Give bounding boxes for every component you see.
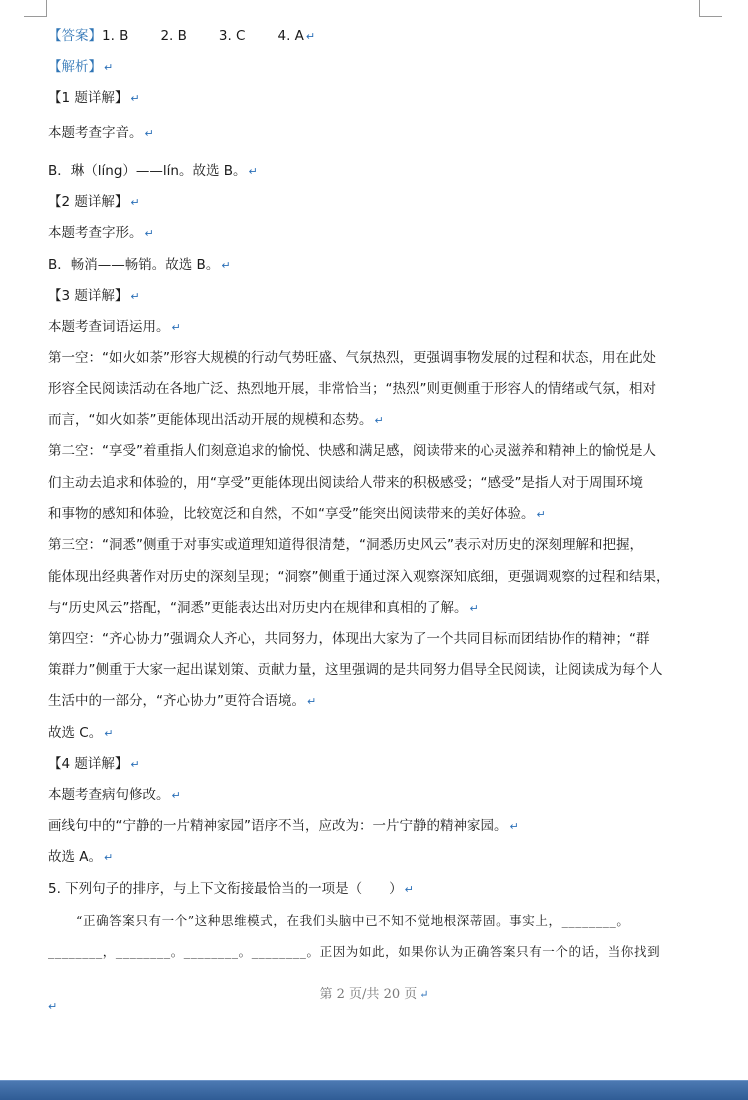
answer-item: 1. B (102, 28, 129, 44)
q1-text: 本题考查字音。 ↵ (48, 125, 154, 141)
q5-passage-line: ________，________。________。________。正因为如此，如果你认为正确答案只有一个的话，当你找到 (48, 944, 661, 959)
q3-paragraph-line: 与“历史风云”搭配，“洞悉”更能表达出对历史内在规律和真相的了解。 ↵ (48, 600, 479, 616)
q2-text: 本题考查字形。 ↵ (48, 225, 154, 241)
paragraph-mark-icon: ↵ (404, 883, 414, 896)
paragraph-mark-icon: ↵ (419, 988, 429, 1001)
page-footer: 第 2 页/共 20 页 ↵ (319, 987, 429, 1002)
paragraph-mark-icon: ↵ (248, 165, 258, 178)
q1-text: B．琳（líng）——lín。故选 B。 ↵ (48, 163, 258, 179)
paragraph-mark-icon: ↵ (104, 851, 114, 864)
paragraph-mark-icon: ↵ (509, 820, 519, 833)
q3-paragraph-line: 第一空：“如火如荼”形容大规模的行动气势旺盛、气氛热烈，更强调事物发展的过程和状态，用在此处 (48, 350, 656, 366)
answer-item: 4. A (277, 28, 304, 44)
q4-text: 画线句中的“宁静的一片精神家园”语序不当，应改为：一片宁静的精神家园。 ↵ (48, 818, 519, 834)
paragraph-mark-icon: ↵ (130, 758, 140, 771)
paragraph-mark-icon: ↵ (130, 290, 140, 303)
paragraph-mark-icon: ↵ (469, 602, 479, 615)
paragraph-mark-icon: ↵ (130, 196, 140, 209)
q3-paragraph-line: 第二空：“享受”着重指人们刻意追求的愉悦、快感和满足感，阅读带来的心灵滋养和精神上的愉悦是人 (48, 443, 656, 459)
taskbar (0, 1080, 748, 1100)
q3-paragraph-line: 第三空：“洞悉”侧重于对事实或道理知道得很清楚，“洞悉历史风云”表示对历史的深刻理解和把握， (48, 537, 643, 553)
paragraph-mark-icon: ↵ (305, 30, 316, 43)
q3-paragraph-line: 第四空：“齐心协力”强调众人齐心，共同努力，体现出大家为了一个共同目标而团结协作的精神；“群 (48, 631, 650, 647)
answer-item: 3. C (218, 28, 246, 44)
q3-paragraph-line: 策群力”侧重于大家一起出谋划策、贡献力量，这里强调的是共同努力倡导全民阅读，让阅读成为每个人 (48, 662, 663, 678)
paragraph-mark-icon: ↵ (221, 259, 231, 272)
q4-heading: 【4 题详解】 ↵ (48, 756, 140, 772)
q3-text: 本题考查词语运用。 ↵ (48, 319, 181, 335)
paragraph-mark-icon: ↵ (130, 92, 140, 105)
page-corner-mark-top-left (24, 0, 47, 17)
q5-question: 5. 下列句子的排序，与上下文衔接最恰当的一项是（ ） ↵ (48, 881, 414, 897)
q3-paragraph-line: 形容全民阅读活动在各地广泛、热烈地开展，非常恰当；“热烈”则更侧重于形容人的情绪或气氛，相对 (48, 381, 656, 397)
paragraph-mark-icon: ↵ (104, 727, 114, 740)
paragraph-mark-icon: ↵ (144, 127, 154, 140)
paragraph-mark-icon: ↵ (144, 227, 154, 240)
q5-passage-line: “正确答案只有一个”这种思维模式，在我们头脑中已不知不觉地根深蒂固。事实上，________。 (76, 913, 630, 928)
q3-paragraph-line: 而言，“如火如荼”更能体现出活动开展的规模和态势。 ↵ (48, 412, 384, 428)
paragraph-mark-icon: ↵ (171, 789, 181, 802)
paragraph-mark-icon: ↵ (171, 321, 181, 334)
page-corner-mark-top-right (699, 0, 722, 17)
q1-heading: 【1 题详解】 ↵ (48, 90, 140, 106)
answer-item: 2. B (160, 28, 187, 44)
q3-paragraph-line: 们主动去追求和体验的，用“享受”更能体现出阅读给人带来的积极感受；“感受”是指人对于周围环境 (48, 475, 643, 491)
paragraph-mark-icon: ↵ (307, 695, 317, 708)
q3-paragraph-line: 能体现出经典著作对历史的深刻呈现；“洞察”侧重于通过深入观察深知底细，更强调观察的过程和结果， (48, 569, 670, 585)
q3-heading: 【3 题详解】 ↵ (48, 288, 140, 304)
q2-text: B．畅消——畅销。故选 B。 ↵ (48, 257, 231, 273)
q3-paragraph-line: 生活中的一部分，“齐心协力”更符合语境。 ↵ (48, 693, 317, 709)
paragraph-mark-icon: ↵ (48, 1000, 58, 1013)
q2-heading: 【2 题详解】 ↵ (48, 194, 140, 210)
q4-conclusion: 故选 A。 ↵ (48, 849, 114, 865)
answer-label: 【答案】 (48, 28, 102, 44)
analysis-label: 【解析】 ↵ (48, 59, 114, 75)
q4-text: 本题考查病句修改。 ↵ (48, 787, 181, 803)
paragraph-mark-icon: ↵ (104, 61, 114, 74)
paragraph-mark-icon: ↵ (536, 508, 546, 521)
answer-line (48, 27, 700, 46)
q3-paragraph-line: 和事物的感知和体验，比较宽泛和自然，不如“享受”能突出阅读带来的美好体验。 ↵ (48, 506, 546, 522)
paragraph-mark-icon: ↵ (374, 414, 384, 427)
q3-conclusion: 故选 C。 ↵ (48, 725, 114, 741)
